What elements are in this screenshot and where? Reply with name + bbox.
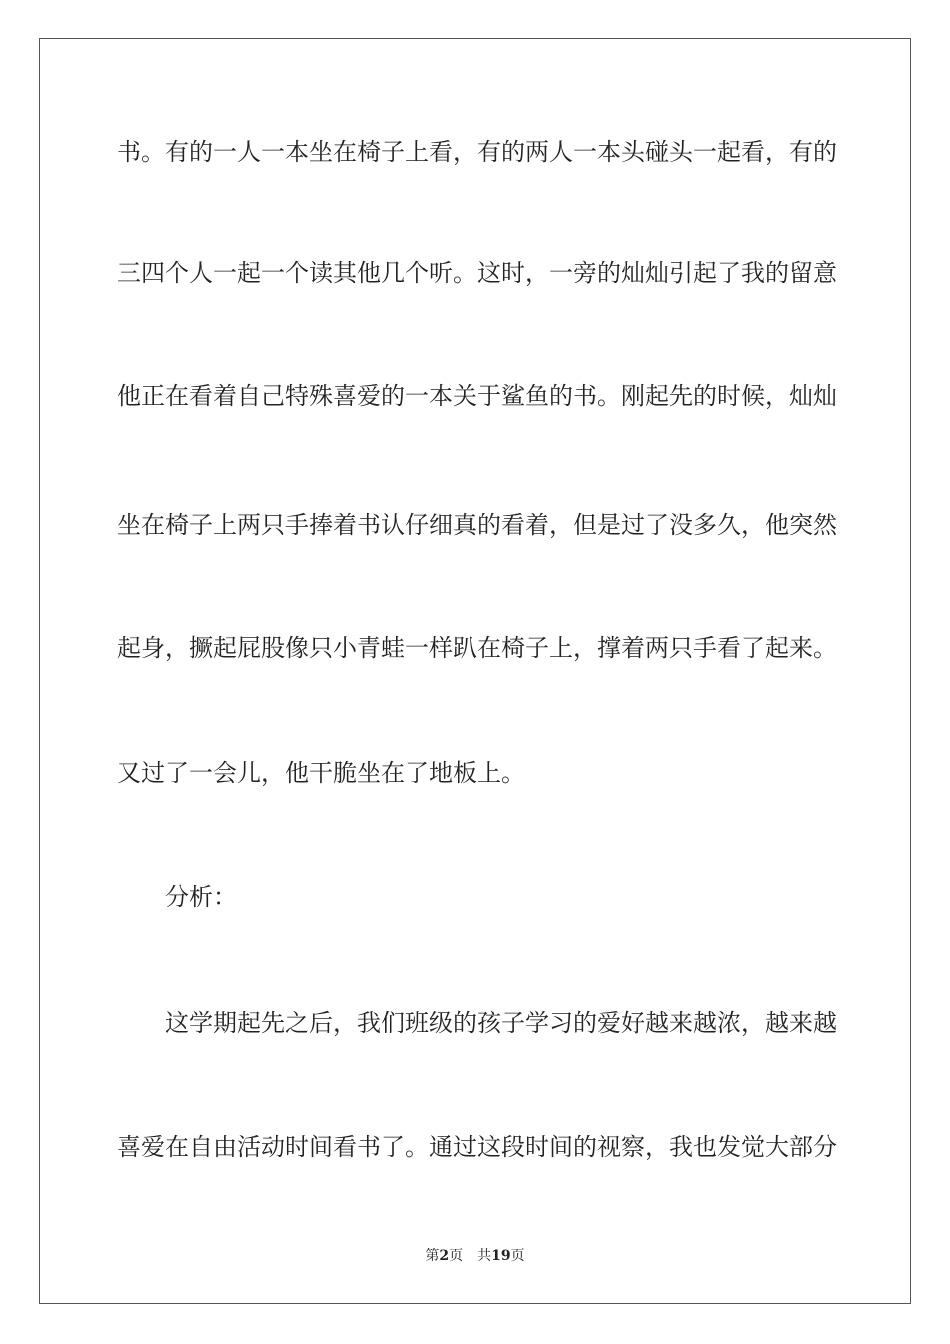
body-line-8: 这学期起先之后，我们班级的孩子学习的爱好越来越浓，越来越 [165, 1009, 837, 1037]
body-line-3: 他正在看着自己特殊喜爱的一本关于鲨鱼的书。刚起先的时候，灿灿 [117, 382, 837, 410]
page-frame [39, 38, 911, 1304]
page-number-suffix: 页 [449, 1248, 464, 1264]
body-line-5: 起身，撅起屁股像只小青蛙一样趴在椅子上，撑着两只手看了起来。 [117, 634, 837, 662]
page-number-current: 2 [439, 1248, 450, 1264]
body-line-6: 又过了一会儿，他干脆坐在了地板上。 [117, 759, 525, 787]
page-total-prefix: 共 [477, 1248, 492, 1264]
page-number-prefix: 第 [425, 1248, 440, 1264]
page-total: 19 [491, 1248, 511, 1264]
page-footer [0, 1246, 950, 1266]
body-line-4: 坐在椅子上两只手捧着书认仔细真的看着，但是过了没多久，他突然 [117, 511, 837, 539]
section-heading: 分析： [165, 883, 237, 911]
body-line-2: 三四个人一起一个读其他几个听。这时，一旁的灿灿引起了我的留意 [117, 259, 837, 287]
page-total-suffix: 页 [510, 1248, 525, 1264]
body-line-1: 书。有的一人一本坐在椅子上看，有的两人一本头碰头一起看，有的 [117, 138, 837, 166]
body-line-9: 喜爱在自由活动时间看书了。通过这段时间的视察，我也发觉大部分 [117, 1133, 837, 1161]
